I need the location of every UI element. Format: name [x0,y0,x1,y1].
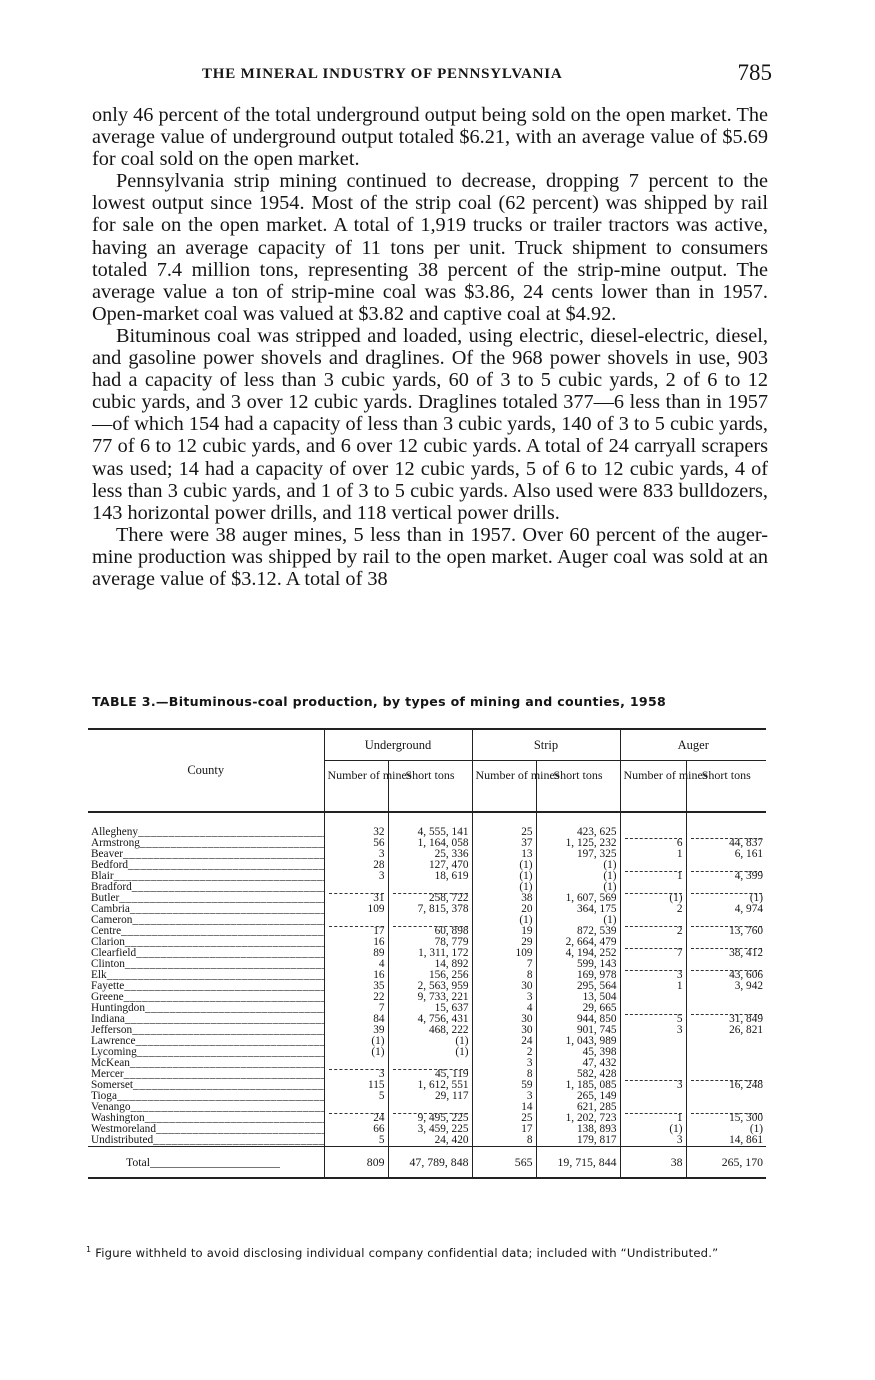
underground-tons-cell: 3, 459, 225 [388,1124,472,1135]
auger-tons-cell: 26, 821 [686,1025,766,1036]
table-row [88,1058,766,1069]
strip-tons-cell: 582, 428 [536,1069,620,1080]
county-cell: Clearfield _____ [88,948,324,959]
underground-mines-cell: 5 [324,1135,388,1147]
strip-tons-cell: 197, 325 [536,849,620,860]
auger-mines-cell: 2 [620,904,686,915]
strip-tons-cell: 621, 285 [536,1102,620,1113]
strip-mines-cell: 8 [472,970,536,981]
auger-tons-cell [686,1036,766,1047]
underground-mines-cell: 39 [324,1025,388,1036]
auger-mines-cell: 1 [620,981,686,992]
auger-mines-cell: 5 [620,1014,686,1025]
underground-tons-cell: 2, 563, 959 [388,981,472,992]
strip-tons-cell: 1, 185, 085 [536,1080,620,1091]
county-cell: Indiana _____ [88,1014,324,1025]
county-cell: Allegheny _____ [88,827,324,838]
strip-mines-cell: 24 [472,1036,536,1047]
total-underground-tons: 47, 789, 848 [388,1147,472,1179]
footnote [86,1243,766,1260]
auger-tons-cell: 3, 942 [686,981,766,992]
auger-tons-cell [686,1091,766,1102]
underground-mines-cell: 24 [324,1113,388,1124]
strip-mines-cell: (1) [472,860,536,871]
auger-tons-cell: 44, 837 [686,838,766,849]
underground-mines-cell: 16 [324,970,388,981]
total-row [88,1147,766,1179]
strip-mines-cell: (1) [472,871,536,882]
strip-tons-cell: (1) [536,882,620,893]
subheader-number-of-mines: Number of mines [620,761,686,813]
strip-tons-cell: 2, 664, 479 [536,937,620,948]
auger-mines-cell: 1 [620,849,686,860]
paragraph: Bituminous coal was stripped and loaded, using electric, diesel-electric, diesel, and gasoline power shovels and draglines. Of the 968 power shovels in use, 903 had a capacity of less than 3 cubic yards, 60 of 3 to 5 cubic yards, 2 of 6 to 12 cubic yards, and 3 over 12 cubic yards. Draglines totaled 377—6 less than in 1957—of which 154 had a capacity of less than 3 cubic yards, 140 of 3 to 5 cubic yards, 77 of 6 to 12 cubic yards, and 6 over 12 cubic yards. A total of 24 carryall scrapers was used; 14 had a capacity of over 12 cubic yards, 5 of 6 to 12 cubic yards, 4 of less than 3 cubic yards, and 1 of 3 to 5 cubic yards. Also used were 833 bulldozers, 143 horizontal power drills, and 118 vertical power drills. [92,324,768,524]
auger-mines-cell [620,1058,686,1069]
underground-tons-cell: 60, 898 [388,926,472,937]
auger-tons-cell: 15, 300 [686,1113,766,1124]
strip-tons-cell: 944, 850 [536,1014,620,1025]
county-cell: Somerset _____ [88,1080,324,1091]
auger-mines-cell: 3 [620,1135,686,1147]
underground-mines-cell: 32 [324,827,388,838]
county-cell: Tioga _____ [88,1091,324,1102]
underground-tons-cell: 468, 222 [388,1025,472,1036]
strip-mines-cell: 20 [472,904,536,915]
underground-mines-cell: 66 [324,1124,388,1135]
underground-mines-cell: 56 [324,838,388,849]
county-cell: Greene _____ [88,992,324,1003]
underground-tons-cell: 127, 470 [388,860,472,871]
auger-tons-cell: (1) [686,893,766,904]
county-cell: Centre _____ [88,926,324,937]
auger-mines-cell: 1 [620,1113,686,1124]
footnote-text: Figure withheld to avoid disclosing individual company confidential data; included with “Undistributed.” [95,1245,719,1260]
county-header: County [88,729,324,812]
underground-tons-cell: 7, 815, 378 [388,904,472,915]
strip-tons-cell: (1) [536,915,620,926]
auger-tons-cell: 38, 412 [686,948,766,959]
paragraph: There were 38 auger mines, 5 less than in 1957. Over 60 percent of the auger-mine production was shipped by rail to the open market. Auger coal was sold at an average value of $3.12. A total of 38 [92,523,768,590]
auger-tons-cell: 4, 399 [686,871,766,882]
strip-tons-cell: 29, 665 [536,1003,620,1014]
footnote-marker: 1 [86,1245,92,1254]
county-cell: Beaver _____ [88,849,324,860]
auger-mines-cell [620,1047,686,1058]
underground-mines-cell: 28 [324,860,388,871]
auger-mines-cell: 7 [620,948,686,959]
auger-mines-cell: 3 [620,1080,686,1091]
total-strip-mines: 565 [472,1147,536,1179]
table-row [88,992,766,1003]
county-cell: Clinton _____ [88,959,324,970]
total-auger-mines: 38 [620,1147,686,1179]
table-row [88,871,766,882]
strip-mines-cell: 8 [472,1069,536,1080]
underground-tons-cell: 18, 619 [388,871,472,882]
running-header [92,60,772,88]
strip-mines-cell: 13 [472,849,536,860]
underground-tons-cell: 24, 420 [388,1135,472,1147]
strip-mines-cell: 29 [472,937,536,948]
underground-tons-cell: (1) [388,1047,472,1058]
strip-mines-cell: 30 [472,981,536,992]
subheader-number-of-mines: Number of mines [324,761,388,813]
county-cell: Westmoreland _____ [88,1124,324,1135]
strip-tons-cell: 364, 175 [536,904,620,915]
strip-mines-cell: 7 [472,959,536,970]
total-label: Total _____ [88,1147,324,1179]
underground-mines-cell: 35 [324,981,388,992]
running-title: THE MINERAL INDUSTRY OF PENNSYLVANIA [202,66,563,82]
underground-mines-cell: 89 [324,948,388,959]
table-row [88,915,766,926]
body-text [92,104,768,590]
county-cell: Lawrence _____ [88,1036,324,1047]
table-row [88,849,766,860]
county-cell: Clarion _____ [88,937,324,948]
table-caption: TABLE 3.—Bituminous-coal production, by types of mining and counties, 1958 [92,694,667,709]
auger-tons-cell [686,1058,766,1069]
underground-mines-cell: 109 [324,904,388,915]
strip-mines-cell: 30 [472,1014,536,1025]
table-row [88,1135,766,1147]
strip-mines-cell: 109 [472,948,536,959]
auger-mines-cell [620,992,686,1003]
table-row [88,948,766,959]
paragraph: Pennsylvania strip mining continued to decrease, dropping 7 percent to the lowest output since 1954. Most of the strip coal (62 percent) was shipped by rail for sale on the open market. A total of 1,919 trucks or trailer tractors was active, having an average capacity of 11 tons per unit. Truck shipment to consumers totaled 7.4 million tons, representing 38 percent of the strip-mine output. The average value a ton of strip-mine coal was $3.86, 24 cents lower than in 1957. Open-market coal was valued at $3.82 and captive coal at $4.92. [92,170,768,325]
strip-mines-cell: 3 [472,992,536,1003]
county-cell: Huntingdon _____ [88,1003,324,1014]
county-cell: Blair _____ [88,871,324,882]
strip-tons-cell: 179, 817 [536,1135,620,1147]
table-row [88,1014,766,1025]
strip-tons-cell: (1) [536,860,620,871]
strip-tons-cell: 169, 978 [536,970,620,981]
table-row [88,1091,766,1102]
strip-tons-cell: 47, 432 [536,1058,620,1069]
strip-mines-cell: 4 [472,1003,536,1014]
strip-mines-cell: 2 [472,1047,536,1058]
subheader-short-tons: Short tons [686,761,766,813]
strip-mines-cell: 19 [472,926,536,937]
auger-tons-cell: 31, 849 [686,1014,766,1025]
group-header-auger: Auger [620,729,766,761]
underground-mines-cell: 16 [324,937,388,948]
county-cell: Butler _____ [88,893,324,904]
auger-mines-cell: (1) [620,893,686,904]
underground-tons-cell: 9, 733, 221 [388,992,472,1003]
auger-mines-cell [620,1036,686,1047]
table-row [88,904,766,915]
group-header-underground: Underground [324,729,472,761]
underground-tons-cell: 1, 612, 551 [388,1080,472,1091]
county-cell: Washington _____ [88,1113,324,1124]
strip-tons-cell: 423, 625 [536,827,620,838]
underground-mines-cell: 3 [324,871,388,882]
auger-tons-cell: 6, 161 [686,849,766,860]
underground-mines-cell: 3 [324,849,388,860]
underground-mines-cell: 17 [324,926,388,937]
auger-mines-cell [620,1091,686,1102]
strip-tons-cell: 872, 539 [536,926,620,937]
underground-tons-cell: 1, 311, 172 [388,948,472,959]
strip-mines-cell: (1) [472,882,536,893]
county-cell: Mercer _____ [88,1069,324,1080]
strip-mines-cell: 25 [472,827,536,838]
table-row [88,1080,766,1091]
underground-mines-cell: 7 [324,1003,388,1014]
county-cell: Lycoming _____ [88,1047,324,1058]
auger-tons-cell: 14, 861 [686,1135,766,1147]
auger-tons-cell: (1) [686,1124,766,1135]
strip-mines-cell: 37 [472,838,536,849]
county-cell: Armstrong _____ [88,838,324,849]
strip-mines-cell: 30 [472,1025,536,1036]
strip-tons-cell: 45, 398 [536,1047,620,1058]
table-row [88,1036,766,1047]
underground-mines-cell: 22 [324,992,388,1003]
strip-tons-cell: 13, 504 [536,992,620,1003]
underground-tons-cell: 45, 119 [388,1069,472,1080]
county-cell: Elk _____ [88,970,324,981]
auger-tons-cell: 16, 248 [686,1080,766,1091]
county-cell: Undistributed _____ [88,1135,324,1147]
county-cell: Bradford _____ [88,882,324,893]
county-cell: Venango _____ [88,1102,324,1113]
strip-mines-cell: 59 [472,1080,536,1091]
county-cell: McKean _____ [88,1058,324,1069]
auger-mines-cell: 3 [620,1025,686,1036]
strip-tons-cell: 1, 043, 989 [536,1036,620,1047]
underground-tons-cell: 9, 495, 225 [388,1113,472,1124]
underground-tons-cell: 29, 117 [388,1091,472,1102]
table-row [88,1025,766,1036]
strip-mines-cell: 3 [472,1091,536,1102]
auger-tons-cell: 4, 974 [686,904,766,915]
total-auger-tons: 265, 170 [686,1147,766,1179]
auger-tons-cell: 13, 760 [686,926,766,937]
strip-mines-cell: 3 [472,1058,536,1069]
auger-mines-cell: 6 [620,838,686,849]
county-cell: Fayette _____ [88,981,324,992]
table-row [88,1124,766,1135]
underground-tons-cell: 4, 756, 431 [388,1014,472,1025]
auger-tons-cell: 43, 606 [686,970,766,981]
production-table [88,728,766,1179]
underground-tons-cell: 15, 637 [388,1003,472,1014]
table-row [88,838,766,849]
underground-mines-cell: 31 [324,893,388,904]
strip-tons-cell: 265, 149 [536,1091,620,1102]
strip-tons-cell: 1, 607, 569 [536,893,620,904]
underground-tons-cell: 156, 256 [388,970,472,981]
underground-mines-cell: (1) [324,1036,388,1047]
subheader-number-of-mines: Number of mines [472,761,536,813]
strip-mines-cell: 17 [472,1124,536,1135]
auger-mines-cell: 1 [620,871,686,882]
underground-tons-cell: 78, 779 [388,937,472,948]
county-cell: Cameron _____ [88,915,324,926]
paragraph: only 46 percent of the total underground output being sold on the open market. The average value of underground output totaled $6.21, with an average value of $5.69 for coal sold on the open market. [92,104,768,171]
total-strip-tons: 19, 715, 844 [536,1147,620,1179]
underground-mines-cell: 84 [324,1014,388,1025]
subheader-short-tons: Short tons [536,761,620,813]
strip-tons-cell: 138, 893 [536,1124,620,1135]
underground-tons-cell: 258, 722 [388,893,472,904]
underground-mines-cell: 5 [324,1091,388,1102]
subheader-short-tons: Short tons [388,761,472,813]
strip-tons-cell: 4, 194, 252 [536,948,620,959]
table-row [88,959,766,970]
underground-mines-cell: 115 [324,1080,388,1091]
underground-mines-cell: 3 [324,1069,388,1080]
strip-tons-cell: 295, 564 [536,981,620,992]
strip-mines-cell: 14 [472,1102,536,1113]
strip-tons-cell: 901, 745 [536,1025,620,1036]
underground-mines-cell: (1) [324,1047,388,1058]
table-row [88,1047,766,1058]
strip-mines-cell: 38 [472,893,536,904]
county-cell: Bedford _____ [88,860,324,871]
underground-mines-cell: 4 [324,959,388,970]
auger-mines-cell: 3 [620,970,686,981]
underground-tons-cell: 14, 892 [388,959,472,970]
county-cell: Cambria _____ [88,904,324,915]
underground-tons-cell: 4, 555, 141 [388,827,472,838]
strip-tons-cell: (1) [536,871,620,882]
table-row [88,926,766,937]
strip-tons-cell: 1, 125, 232 [536,838,620,849]
underground-tons-cell: 1, 164, 058 [388,838,472,849]
underground-tons-cell: 25, 336 [388,849,472,860]
strip-mines-cell: 8 [472,1135,536,1147]
auger-mines-cell: (1) [620,1124,686,1135]
table-row [88,882,766,893]
group-header-strip: Strip [472,729,620,761]
table-row [88,860,766,871]
strip-tons-cell: 1, 202, 723 [536,1113,620,1124]
underground-tons-cell: (1) [388,1036,472,1047]
county-cell: Jefferson _____ [88,1025,324,1036]
strip-tons-cell: 599, 143 [536,959,620,970]
strip-mines-cell: (1) [472,915,536,926]
auger-tons-cell [686,1047,766,1058]
strip-mines-cell: 25 [472,1113,536,1124]
total-underground-mines: 809 [324,1147,388,1179]
auger-mines-cell: 2 [620,926,686,937]
page-number: 785 [737,60,772,85]
auger-tons-cell [686,992,766,1003]
